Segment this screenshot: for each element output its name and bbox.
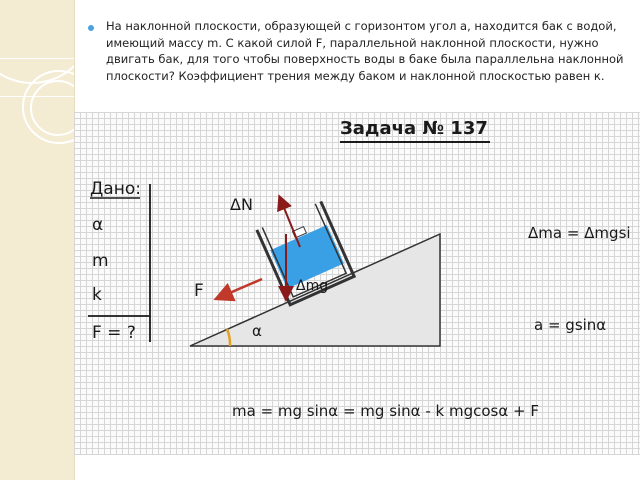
task-text: На наклонной плоскости, образующей с горизонтом угол a, находится бак с водой, имеющий массу m. С какой силой F, параллельной наклонной плоскости, нужно двигать бак, для того чтобы поверхность воды в баке была параллельна наклонной плоскости? Коэффициент трения между баком и наклонной плоскостью равен к. <box>106 19 624 83</box>
bullet-icon <box>88 25 94 31</box>
equation-2: a = gsinα <box>534 316 607 334</box>
applied-force-label: F <box>194 281 204 301</box>
equation-3: ma = mg sinα = mg sinα - k mgcosα + F <box>232 402 539 420</box>
gravity-label: Δmg <box>296 278 329 294</box>
equation-1: Δma = Δmgsi <box>528 224 631 242</box>
decorative-sidebar <box>0 0 75 480</box>
given-heading: Дано: <box>90 179 141 199</box>
figure-title: Задача № 137 <box>340 118 488 139</box>
applied-force-arrow <box>218 279 262 298</box>
normal-force-label: ΔN <box>230 195 253 214</box>
given-alpha: α <box>92 215 104 235</box>
task-bullet <box>90 18 630 84</box>
given-k: k <box>92 285 102 305</box>
angle-label: α <box>252 322 262 340</box>
find-value: F = ? <box>92 323 136 343</box>
given-m: m <box>92 251 109 271</box>
problem-figure <box>74 112 640 455</box>
normal-force-arrow <box>280 198 300 247</box>
